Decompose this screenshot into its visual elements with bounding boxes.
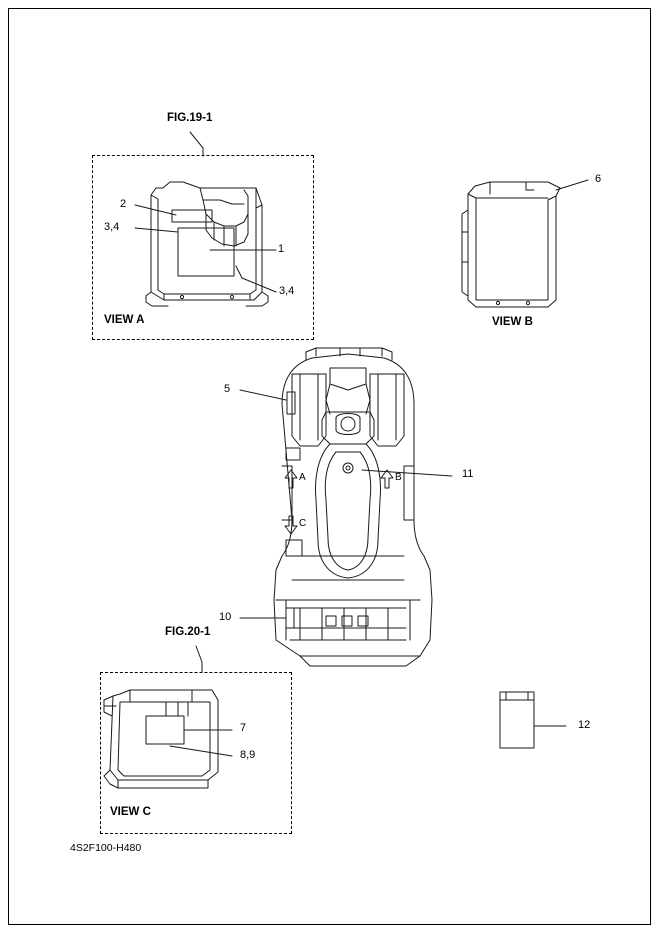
view-a-label: VIEW A bbox=[104, 314, 145, 326]
callout-3-4-right: 3,4 bbox=[279, 285, 295, 297]
callout-5: 5 bbox=[224, 383, 231, 395]
direction-mark-a-label: A bbox=[299, 472, 306, 483]
callout-2: 2 bbox=[120, 198, 127, 210]
view-b-label: VIEW B bbox=[492, 316, 533, 328]
part-code: 4S2F100-H480 bbox=[70, 842, 142, 854]
callout-3-4-left: 3,4 bbox=[104, 221, 120, 233]
callout-6: 6 bbox=[595, 173, 602, 185]
callout-11: 11 bbox=[462, 468, 474, 480]
callout-12: 12 bbox=[578, 719, 591, 731]
figure-label-20-1: FIG.20-1 bbox=[165, 626, 211, 638]
callout-1: 1 bbox=[278, 243, 285, 255]
callout-7: 7 bbox=[240, 722, 247, 734]
direction-mark-c-label: C bbox=[299, 518, 307, 529]
callout-10: 10 bbox=[219, 611, 232, 623]
view-c-label: VIEW C bbox=[110, 806, 151, 818]
direction-mark-b-label: B bbox=[395, 472, 402, 483]
callout-8-9: 8,9 bbox=[240, 749, 256, 761]
figure-label-19-1: FIG.19-1 bbox=[167, 112, 213, 124]
